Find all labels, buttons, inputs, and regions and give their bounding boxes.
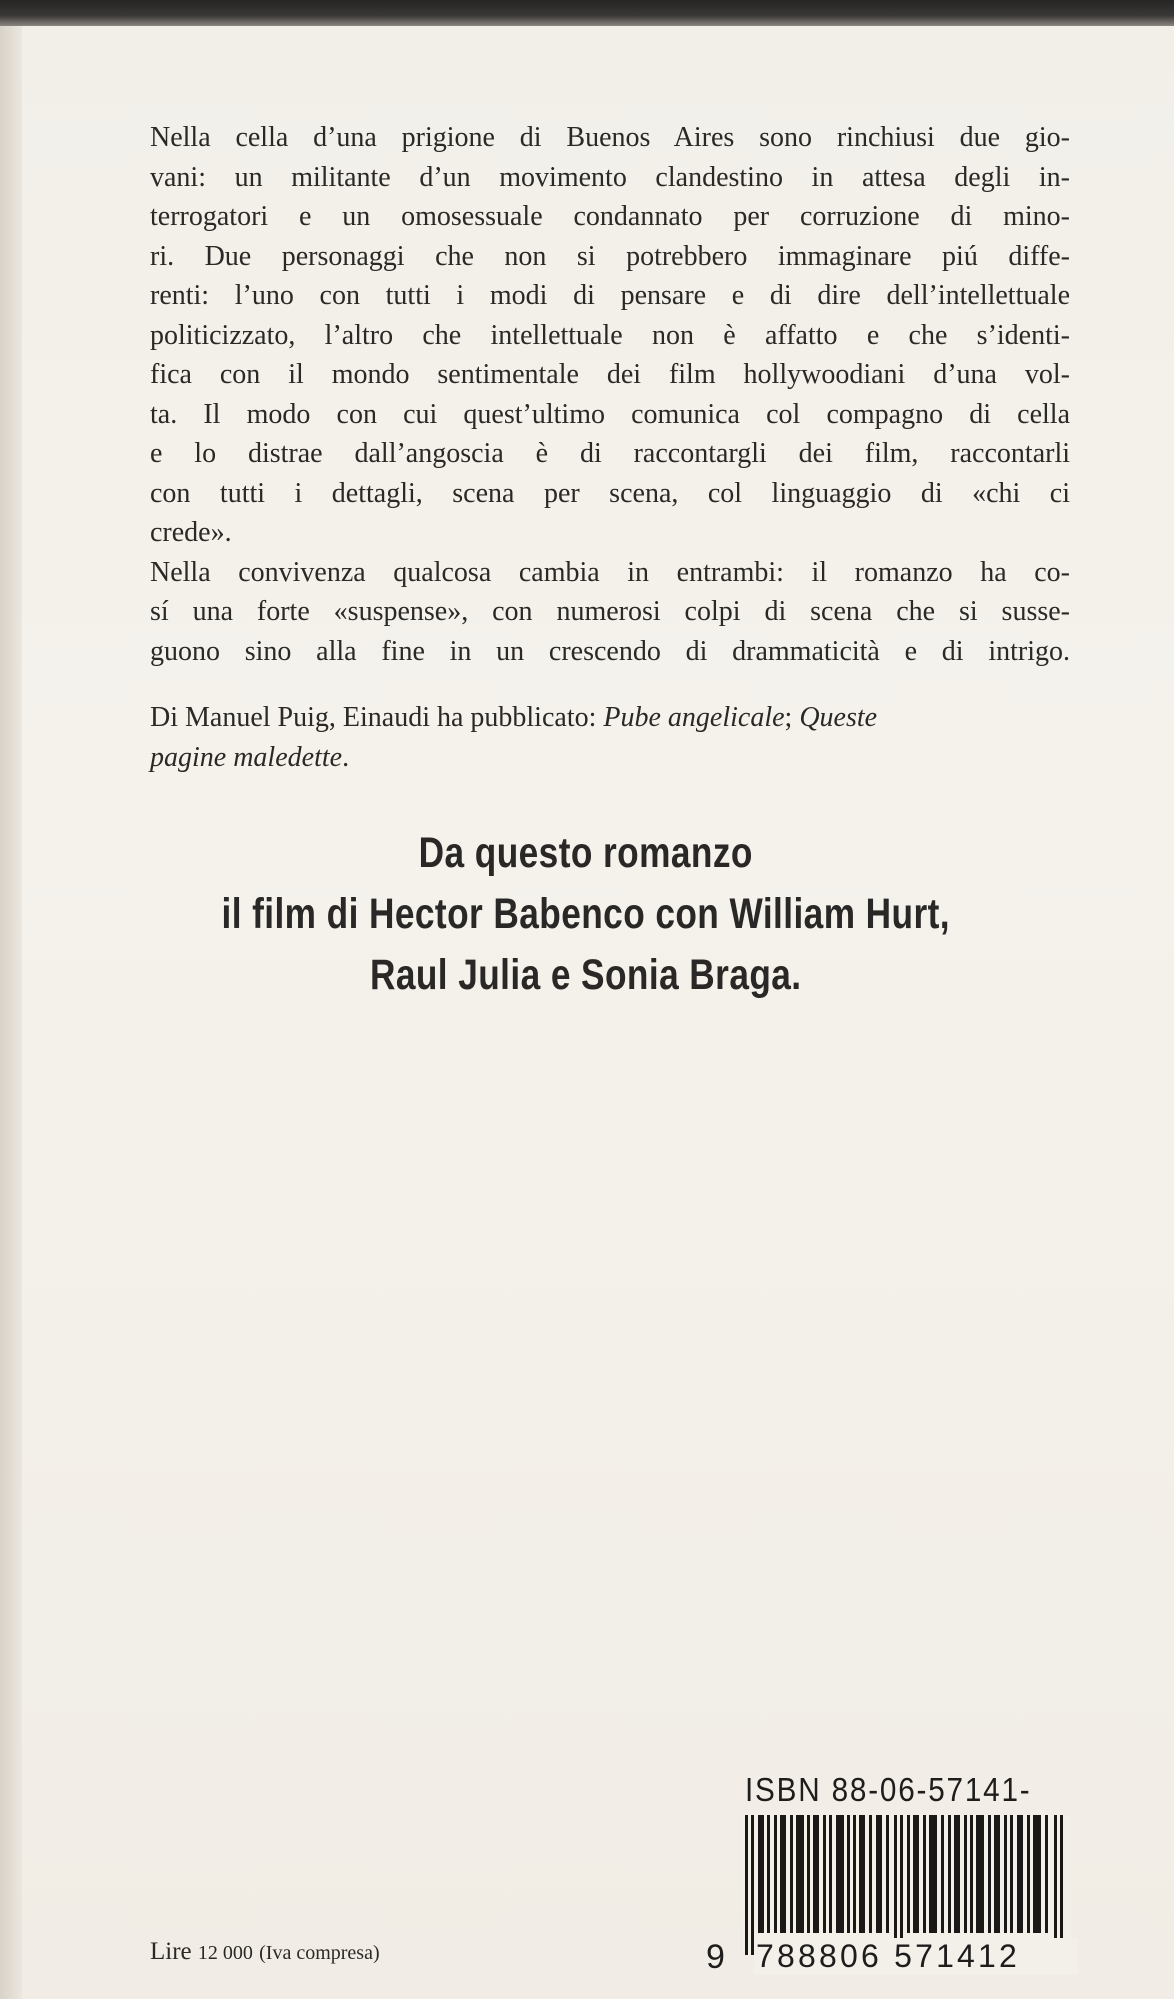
other-work-title: pagine maledette	[150, 741, 343, 773]
synopsis	[150, 118, 1070, 671]
other-works-prefix: Di Manuel Puig, Einaudi ha pubblicato:	[150, 702, 604, 733]
film-note-line: Raul Julia e Sonia Braga.	[369, 951, 802, 999]
synopsis-line: e lo distrae dall’angoscia è di raccontargli dei film, raccontarli	[150, 438, 1070, 469]
synopsis-line: renti: l’uno con tutti i modi di pensare e di dire dell’intellettuale	[150, 280, 1070, 311]
other-work-title: Pube angelicale	[603, 702, 785, 733]
price-vat-note: (Iva compresa)	[259, 1942, 380, 1964]
synopsis-line: con tutti i dettagli, scena per scena, col linguaggio di «chi ci	[150, 477, 1070, 509]
other-works-note	[150, 698, 1070, 777]
ean-first-digit: 9	[706, 1938, 725, 1976]
cover-top-edge	[0, 0, 1174, 26]
synopsis-line: politicizzato, l’altro che intellettuale non è affatto e che s’identi-	[150, 319, 1070, 351]
film-note-line: Da questo romanzo	[418, 829, 753, 877]
synopsis-line: crede».	[150, 517, 232, 548]
cover-spine-edge	[0, 26, 22, 1999]
price-amount: 12 000	[197, 1942, 253, 1964]
synopsis-line: guono sino alla fine in un crescendo di drammaticità e di intrigo.	[150, 635, 1070, 667]
synopsis-line: vani: un militante d’un movimento clandestino in attesa degli in-	[150, 161, 1070, 193]
synopsis-line: fica con il mondo sentimentale dei film hollywoodiani d’una vol-	[150, 359, 1070, 390]
ean-digits: 788806 571412	[754, 1938, 1078, 1975]
isbn-label: ISBN 88-06-57141-	[745, 1771, 1032, 1808]
synopsis-line: Nella cella d’una prigione di Buenos Aires sono rinchiusi due gio-	[150, 122, 1070, 153]
film-adaptation-note	[104, 823, 1067, 1006]
synopsis-line: terrogatori e un omosessuale condannato per corruzione di mino-	[150, 201, 1070, 232]
synopsis-paragraph-2	[150, 553, 1070, 672]
other-works-suffix: .	[342, 741, 350, 773]
synopsis-line: ri. Due personaggi che non si potrebbero immaginare piú diffe-	[150, 240, 1070, 272]
synopsis-paragraph-1	[150, 118, 1070, 553]
synopsis-line: sí una forte «suspense», con numerosi colpi di scena che si susse-	[150, 596, 1070, 627]
other-work-title: Queste	[799, 702, 878, 733]
synopsis-line: Nella convivenza qualcosa cambia in entrambi: il romanzo ha co-	[150, 556, 1070, 588]
film-note-line: il film di Hector Babenco con William Hurt,	[221, 890, 950, 938]
title-separator: ;	[784, 702, 800, 733]
barcode-icon	[743, 1815, 1071, 1955]
synopsis-line: ta. Il modo con cui quest’ultimo comunica col compagno di cella	[150, 398, 1070, 430]
price-label	[150, 1938, 380, 1966]
price-currency: Lire	[150, 1938, 192, 1965]
